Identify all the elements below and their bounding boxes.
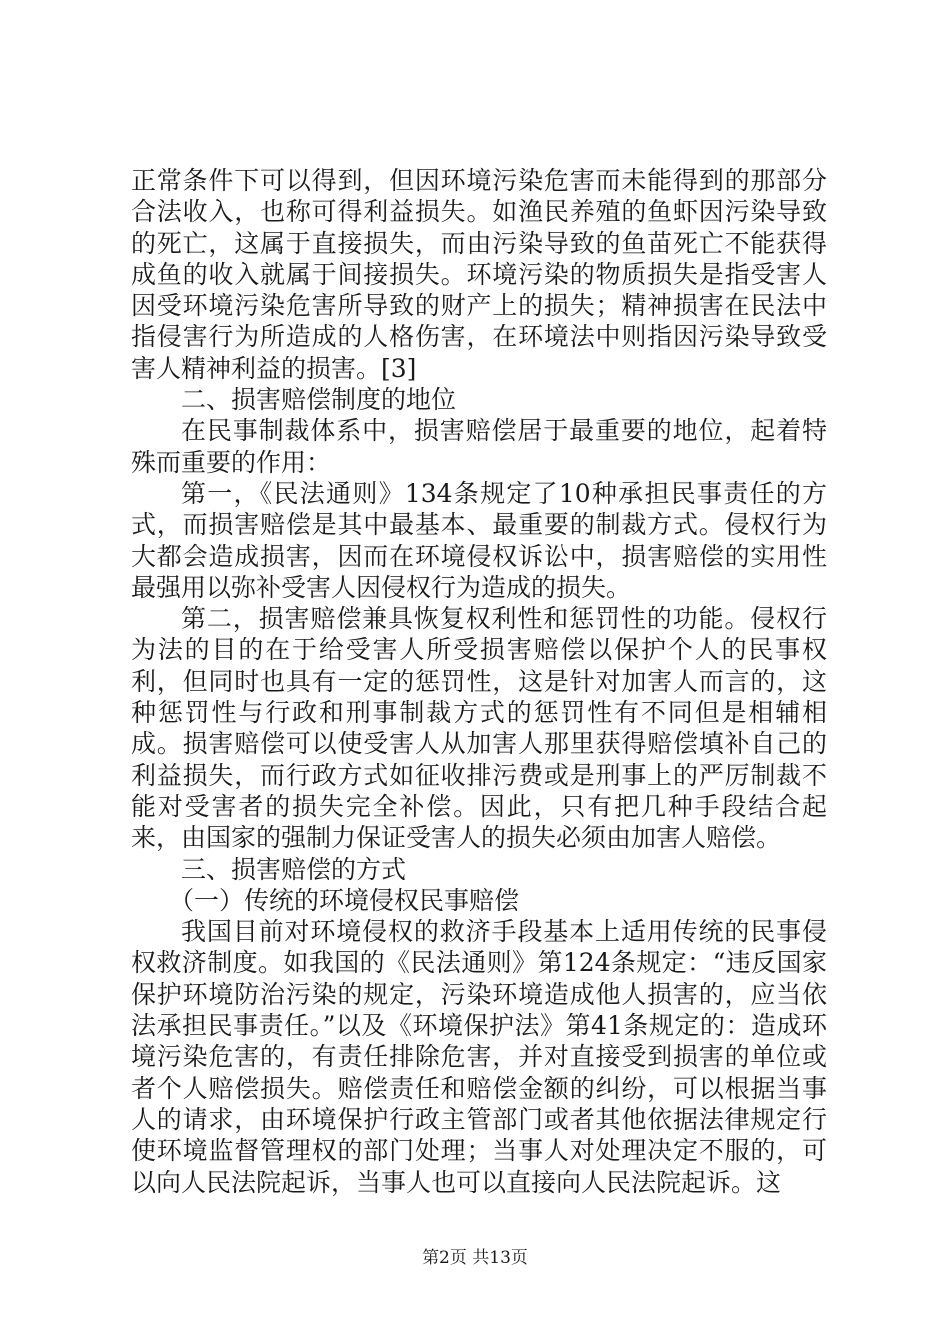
paragraph-sanction-system: 在民事制裁体系中，损害赔偿居于最重要的地位，起着特殊而重要的作用： bbox=[131, 416, 827, 477]
paragraph-first-point: 第一，《民法通则》134条规定了10种承担民事责任的方式，而损害赔偿是其中最基本、最重要的制裁方式。侵权行为大都会造成损害，因而在环境侵权诉讼中，损害赔偿的实用性最强用以弥补受害人因侵权行为造成的损失。 bbox=[131, 478, 827, 602]
paragraph-second-point: 第二，损害赔偿兼具恢复权利性和惩罚性的功能。侵权行为法的目的在于给受害人所受损害赔偿以保护个人的民事权利，但同时也具有一定的惩罚性，这是针对加害人而言的，这种惩罚性与行政和刑事制裁方式的惩罚性有不同但是相辅相成。损害赔偿可以使受害人从加害人那里获得赔偿填补自己的利益损失，而行政方式如征收排污费或是刑事上的严厉制裁不能对受害者的损失完全补偿。因此，只有把几种手段结合起来，由国家的强制力保证受害人的损失必须由加害人赔偿。 bbox=[131, 604, 827, 853]
paragraph-damage-types: 正常条件下可以得到，但因环境污染危害而未能得到的那部分合法收入，也称可得利益损失。如渔民养殖的鱼虾因污染导致的死亡，这属于直接损失，而由污染导致的鱼苗死亡不能获得成鱼的收入就属于间接损失。环境污染的物质损失是指受害人因受环境污染危害所导致的财产上的损失；精神损害在民法中指侵害行为所造成的人格伤害，在环境法中则指因污染导致受害人精神利益的损害。[3] bbox=[131, 166, 827, 383]
document-body bbox=[131, 165, 827, 1198]
page-footer bbox=[0, 1243, 950, 1268]
section-heading-2: 二、损害赔偿制度的地位 bbox=[181, 385, 457, 415]
subsection-heading-1: （一）传统的环境侵权民事赔偿 bbox=[169, 885, 520, 915]
section-heading-3: 三、损害赔偿的方式 bbox=[181, 854, 407, 884]
page-number: 第2页 共13页 bbox=[422, 1248, 528, 1268]
paragraph-traditional-compensation: 我国目前对环境侵权的救济手段基本上适用传统的民事侵权救济制度。如我国的《民法通则》第124条规定：“违反国家保护环境防治污染的规定，污染环境造成他人损害的，应当依法承担民事责任。”以及《环境保护法》第41条规定的：造成环境污染危害的，有责任排除危害，并对直接受到损害的单位或者个人赔偿损失。赔偿责任和赔偿金额的纠纷，可以根据当事人的请求，由环境保护行政主管部门或者其他依据法律规定行使环境监督管理权的部门处理；当事人对处理决定不服的，可以向人民法院起诉，当事人也可以直接向人民法院起诉。这 bbox=[131, 917, 827, 1197]
